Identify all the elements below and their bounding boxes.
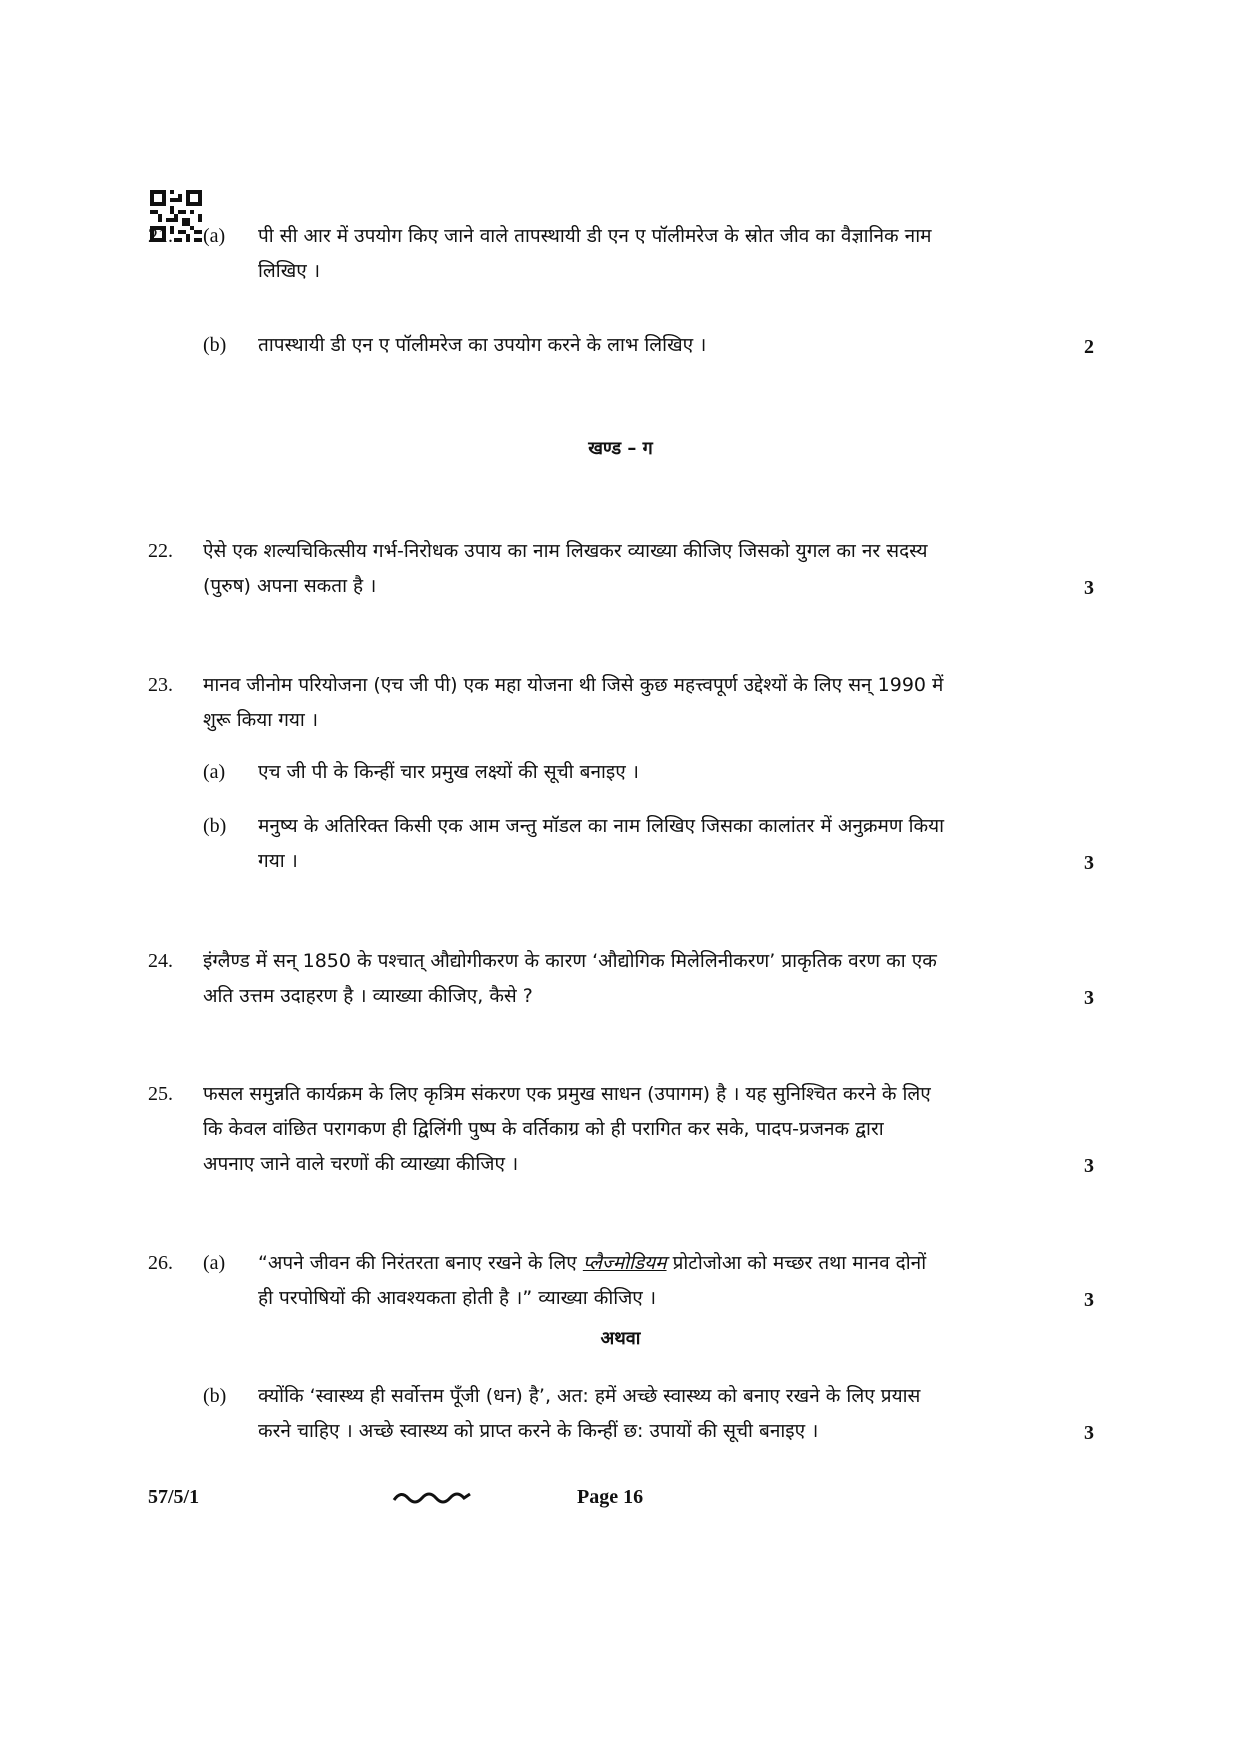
question-text: ऐसे एक शल्यचिकित्सीय गर्भ-निरोधक उपाय का नाम लिखकर व्याख्या कीजिए जिसको युगल का नर सदस्य	[203, 540, 928, 562]
question-text: करने चाहिए । अच्छे स्वास्थ्य को प्राप्त करने के किन्हीं छ: उपायों की सूची बनाइए ।	[258, 1420, 819, 1442]
section-heading: खण्ड – ग	[588, 438, 653, 459]
sub-label: (a)	[203, 225, 226, 247]
text-segment: “अपने जीवन की निरंतरता बनाए रखने के लिए	[258, 1252, 583, 1274]
sub-label: (b)	[203, 334, 227, 356]
question-text: मानव जीनोम परियोजना (एच जी पी) एक महा योजना थी जिसे कुछ महत्त्वपूर्ण उद्देश्यों के लिए सन् 1990 में	[203, 674, 944, 696]
question-text: पी सी आर में उपयोग किए जाने वाले तापस्थायी डी एन ए पॉलीमरेज के स्रोत जीव का वैज्ञानिक नाम	[258, 225, 932, 247]
question-number: 23.	[148, 674, 173, 696]
marks: 3	[1084, 1422, 1094, 1444]
or-heading: अथवा	[600, 1328, 641, 1349]
marks: 3	[1084, 987, 1094, 1009]
question-text: कि केवल वांछित परागकण ही द्विलिंगी पुष्प के वर्तिकाग्र को ही परागित कर सके, पादप-प्रजनक द्वारा	[203, 1118, 884, 1140]
text-segment: प्रोटोजोआ को मच्छर तथा मानव दोनों	[666, 1252, 927, 1274]
question-text: तापस्थायी डी एन ए पॉलीमरेज का उपयोग करने के लाभ लिखिए ।	[258, 334, 707, 356]
marks: 3	[1084, 1289, 1094, 1311]
question-number: 24.	[148, 950, 173, 972]
marks: 3	[1084, 852, 1094, 874]
sub-label: (a)	[203, 1252, 226, 1274]
question-text: फसल समुन्नति कार्यक्रम के लिए कृत्रिम संकरण एक प्रमुख साधन (उपागम) है । यह सुनिश्चित करने के लिए	[203, 1083, 931, 1105]
question-number: 22.	[148, 540, 173, 562]
sub-label: (b)	[203, 1385, 227, 1407]
question-text: क्योंकि ‘स्वास्थ्य ही सर्वोत्तम पूँजी (धन) है’, अत: हमें अच्छे स्वास्थ्य को बनाए रखने के लिए प्रयास	[258, 1385, 921, 1407]
question-text: इंग्लैण्ड में सन् 1850 के पश्चात् औद्योगीकरण के कारण ‘औद्योगिक मिलेलिनीकरण’ प्राकृतिक वरण का एक	[203, 950, 937, 972]
question-number: 25.	[148, 1083, 173, 1105]
question-text: गया ।	[258, 850, 298, 872]
sub-label: (b)	[203, 815, 227, 837]
question-text: लिखिए ।	[258, 260, 321, 282]
question-text: ही परपोषियों की आवश्यकता होती है ।” व्याख्या कीजिए ।	[258, 1287, 657, 1309]
sub-label: (a)	[203, 761, 226, 783]
question-text: शुरू किया गया ।	[203, 709, 319, 731]
question-text	[258, 1246, 926, 1280]
question-number: 21.	[148, 225, 173, 247]
page-number: Page 16	[577, 1486, 644, 1508]
tilde-ornament-icon	[392, 1488, 472, 1508]
marks: 3	[1084, 577, 1094, 599]
paper-code: 57/5/1	[148, 1486, 200, 1508]
question-text: एच जी पी के किन्हीं चार प्रमुख लक्ष्यों की सूची बनाइए ।	[258, 761, 639, 783]
marks: 2	[1084, 336, 1094, 358]
question-text: अति उत्तम उदाहरण है । व्याख्या कीजिए, कैसे ?	[203, 985, 533, 1007]
question-text: मनुष्य के अतिरिक्त किसी एक आम जन्तु मॉडल का नाम लिखिए जिसका कालांतर में अनुक्रमण किया	[258, 815, 945, 837]
question-number: 26.	[148, 1252, 173, 1274]
question-text: अपनाए जाने वाले चरणों की व्याख्या कीजिए ।	[203, 1153, 519, 1175]
italic-term: प्लैज्मोडियम	[582, 1252, 667, 1274]
question-text: (पुरुष) अपना सकता है ।	[203, 575, 377, 597]
marks: 3	[1084, 1155, 1094, 1177]
